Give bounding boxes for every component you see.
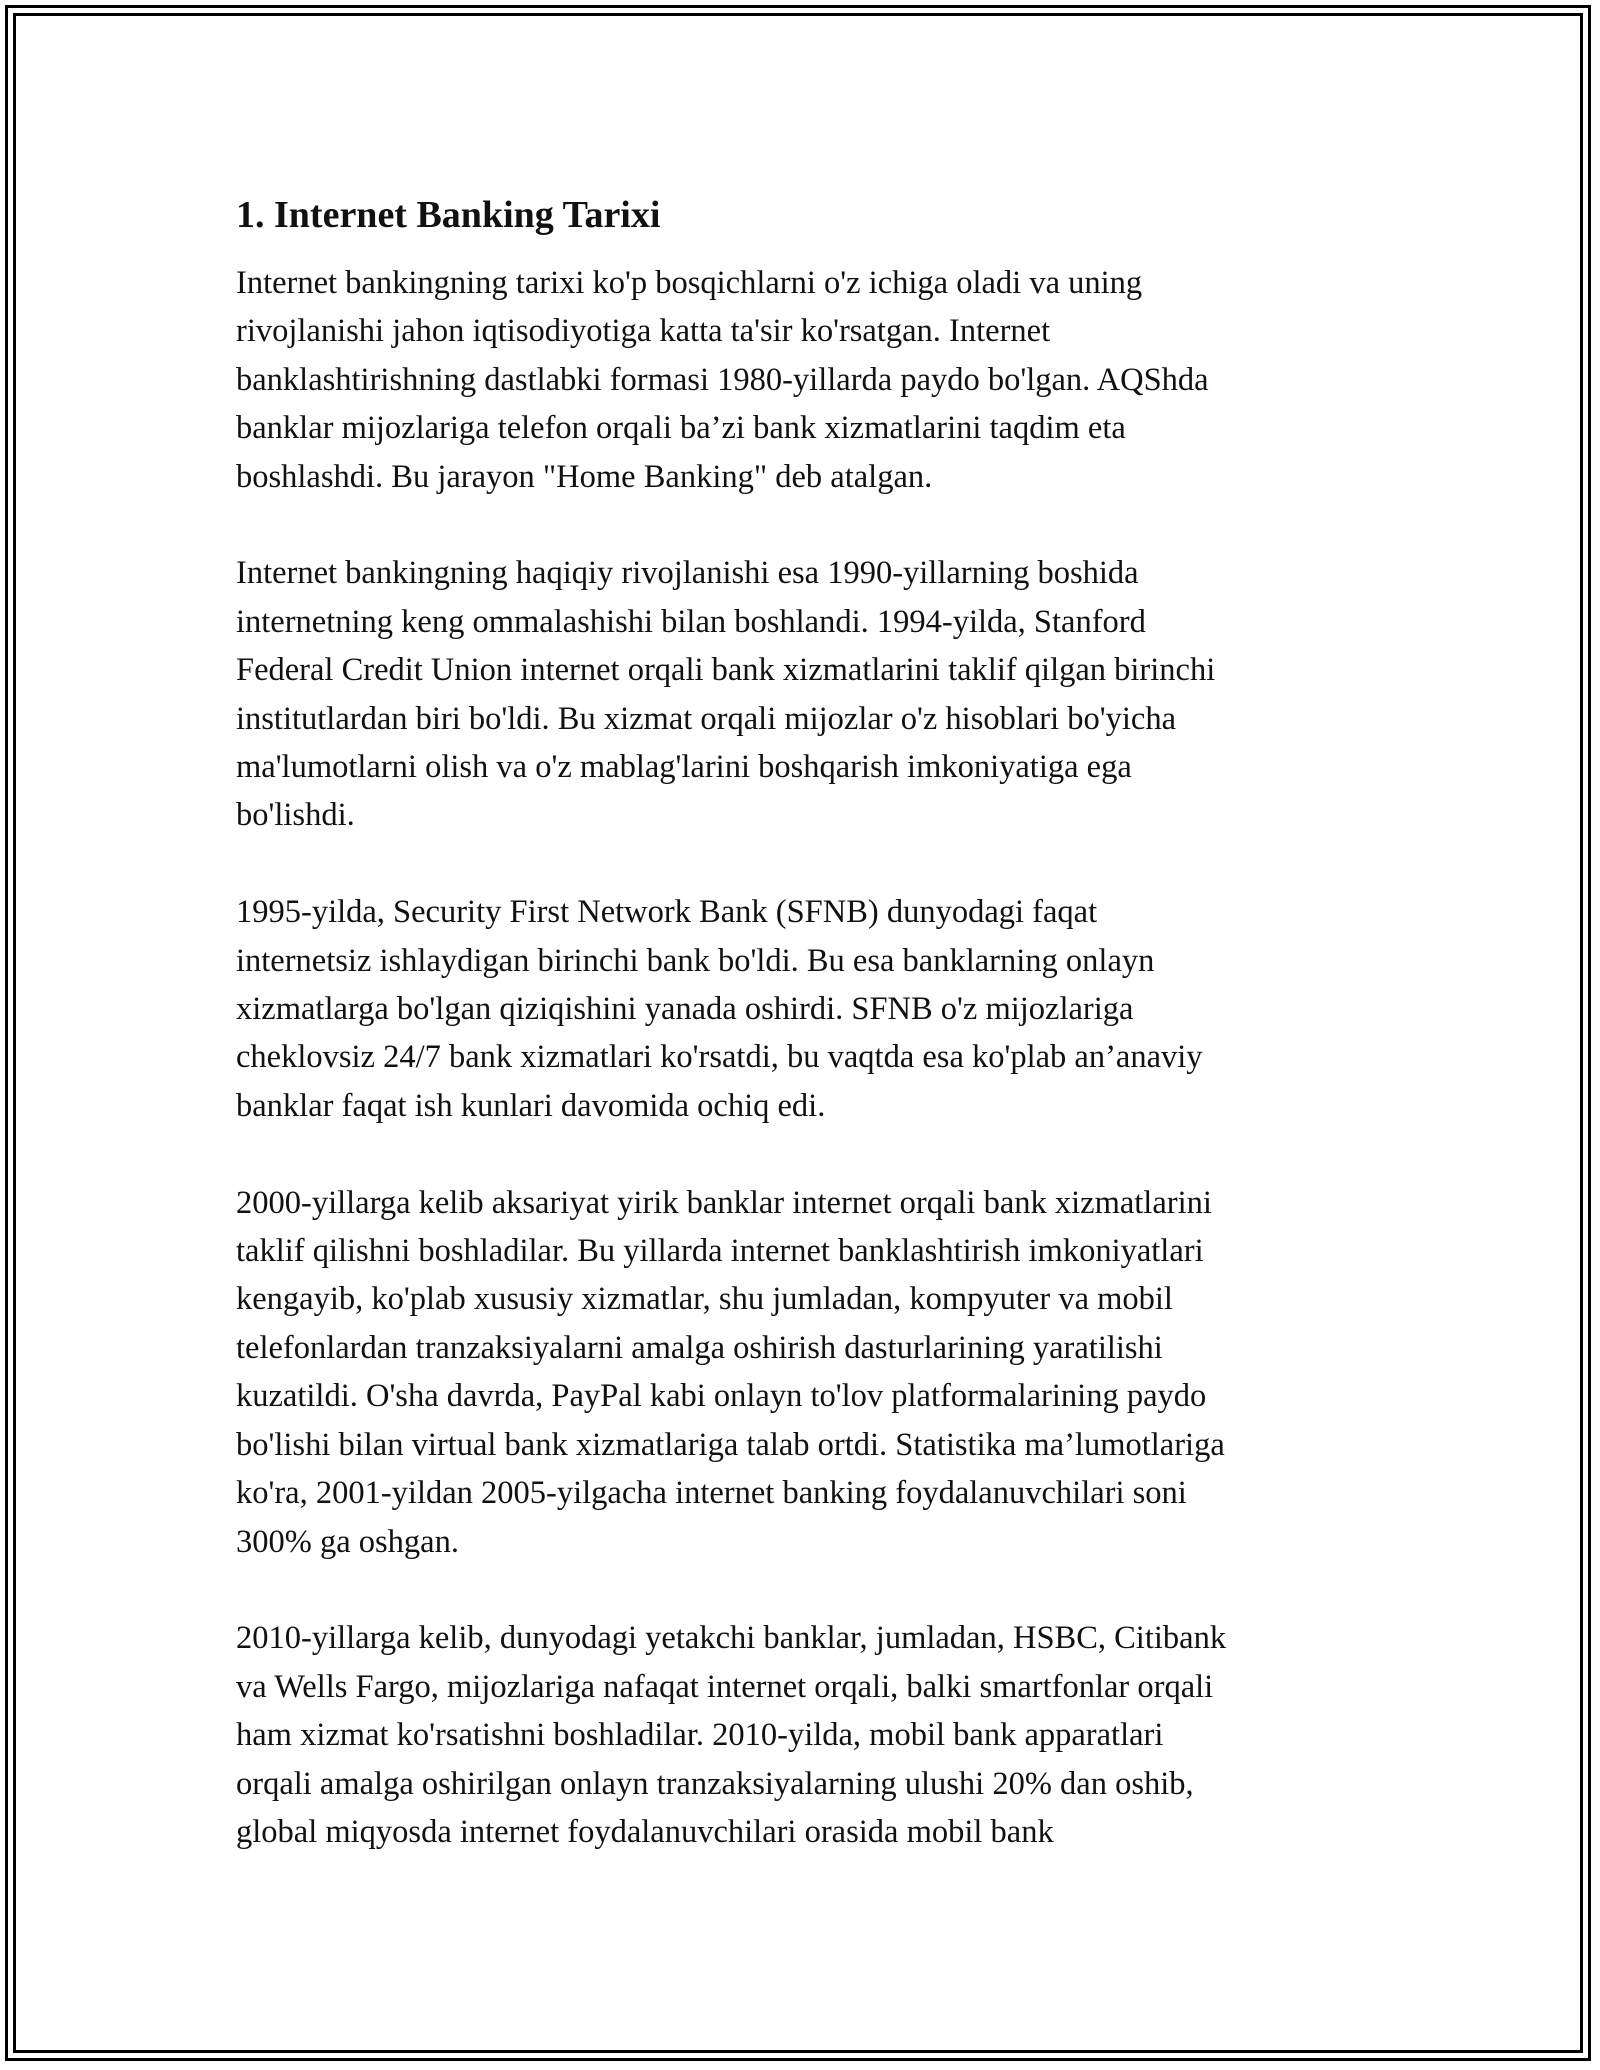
text-line: cheklovsiz 24/7 bank xizmatlari ko'rsatdi, bu vaqtda esa ko'plab an’anaviy	[236, 1039, 1203, 1076]
text-line: telefonlardan tranzaksiyalarni amalga oshirish dasturlarining yaratilishi	[236, 1329, 1163, 1366]
text-line: Federal Credit Union internet orqali bank xizmatlarini taklif qilgan birinchi	[236, 652, 1216, 689]
text-line: Internet bankingning haqiqiy rivojlanishi esa 1990-yillarning boshida	[236, 555, 1139, 592]
text-line: banklar mijozlariga telefon orqali ba’zi bank xizmatlarini taqdim eta	[236, 410, 1126, 447]
text-line: ko'ra, 2001-yildan 2005-yilgacha internet banking foydalanuvchilari soni	[236, 1475, 1187, 1512]
text-line: bo'lishi bilan virtual bank xizmatlariga talab ortdi. Statistika ma’lumotlariga	[236, 1426, 1225, 1463]
text-line: ma'lumotlarni olish va o'z mablag'larini boshqarish imkoniyatiga ega	[236, 749, 1132, 786]
paragraph	[236, 888, 1376, 1130]
text-line: 2000-yillarga kelib aksariyat yirik banklar internet orqali bank xizmatlarini	[236, 1184, 1212, 1221]
text-line: kuzatildi. O'sha davrda, PayPal kabi onlayn to'lov platformalarining paydo	[236, 1378, 1207, 1415]
text-line: internetsiz ishlaydigan birinchi bank bo'ldi. Bu esa banklarning onlayn	[236, 942, 1155, 979]
text-line: orqali amalga oshirilgan onlayn tranzaksiyalarning ulushi 20% dan oshib,	[236, 1765, 1194, 1802]
text-line: banklashtirishning dastlabki formasi 1980-yillarda paydo bo'lgan. AQShda	[236, 361, 1209, 398]
text-line: bo'lishdi.	[236, 797, 355, 834]
text-line: banklar faqat ish kunlari davomida ochiq edi.	[236, 1087, 826, 1124]
text-line: boshlashdi. Bu jarayon "Home Banking" deb atalgan.	[236, 458, 933, 495]
document-body	[236, 185, 1376, 1856]
text-line: kengayib, ko'plab xususiy xizmatlar, shu jumladan, kompyuter va mobil	[236, 1281, 1173, 1318]
paragraph	[236, 1179, 1376, 1566]
text-line: internetning keng ommalashishi bilan boshlandi. 1994-yilda, Stanford	[236, 603, 1146, 640]
text-line: taklif qilishni boshladilar. Bu yillarda internet banklashtirish imkoniyatlari	[236, 1233, 1204, 1270]
text-line: ham xizmat ko'rsatishni boshladilar. 2010-yilda, mobil bank apparatlari	[236, 1717, 1164, 1754]
text-line: institutlardan biri bo'ldi. Bu xizmat orqali mijozlar o'z hisoblari bo'yicha	[236, 700, 1177, 737]
text-line: va Wells Fargo, mijozlariga nafaqat internet orqali, balki smartfonlar orqali	[236, 1668, 1214, 1705]
paragraph	[236, 259, 1376, 501]
text-line: xizmatlarga bo'lgan qiziqishini yanada oshirdi. SFNB o'z mijozlariga	[236, 991, 1134, 1028]
text-line: Internet bankingning tarixi ko'p bosqichlarni o'z ichiga oladi va uning	[236, 265, 1143, 301]
paragraph	[236, 1614, 1376, 1856]
paragraphs-container	[236, 259, 1376, 1856]
text-line: 300% ga oshgan.	[236, 1523, 459, 1560]
paragraph	[236, 549, 1376, 839]
text-line: 1995-yilda, Security First Network Bank (SFNB) dunyodagi faqat	[236, 894, 1098, 931]
text-line: rivojlanishi jahon iqtisodiyotiga katta ta'sir ko'rsatgan. Internet	[236, 313, 1051, 350]
text-line: global miqyosda internet foydalanuvchilari orasida mobil bank	[236, 1813, 1054, 1850]
text-line: 2010-yillarga kelib, dunyodagi yetakchi banklar, jumladan, HSBC, Citibank	[236, 1620, 1227, 1657]
section-heading: 1. Internet Banking Tarixi	[236, 194, 661, 236]
